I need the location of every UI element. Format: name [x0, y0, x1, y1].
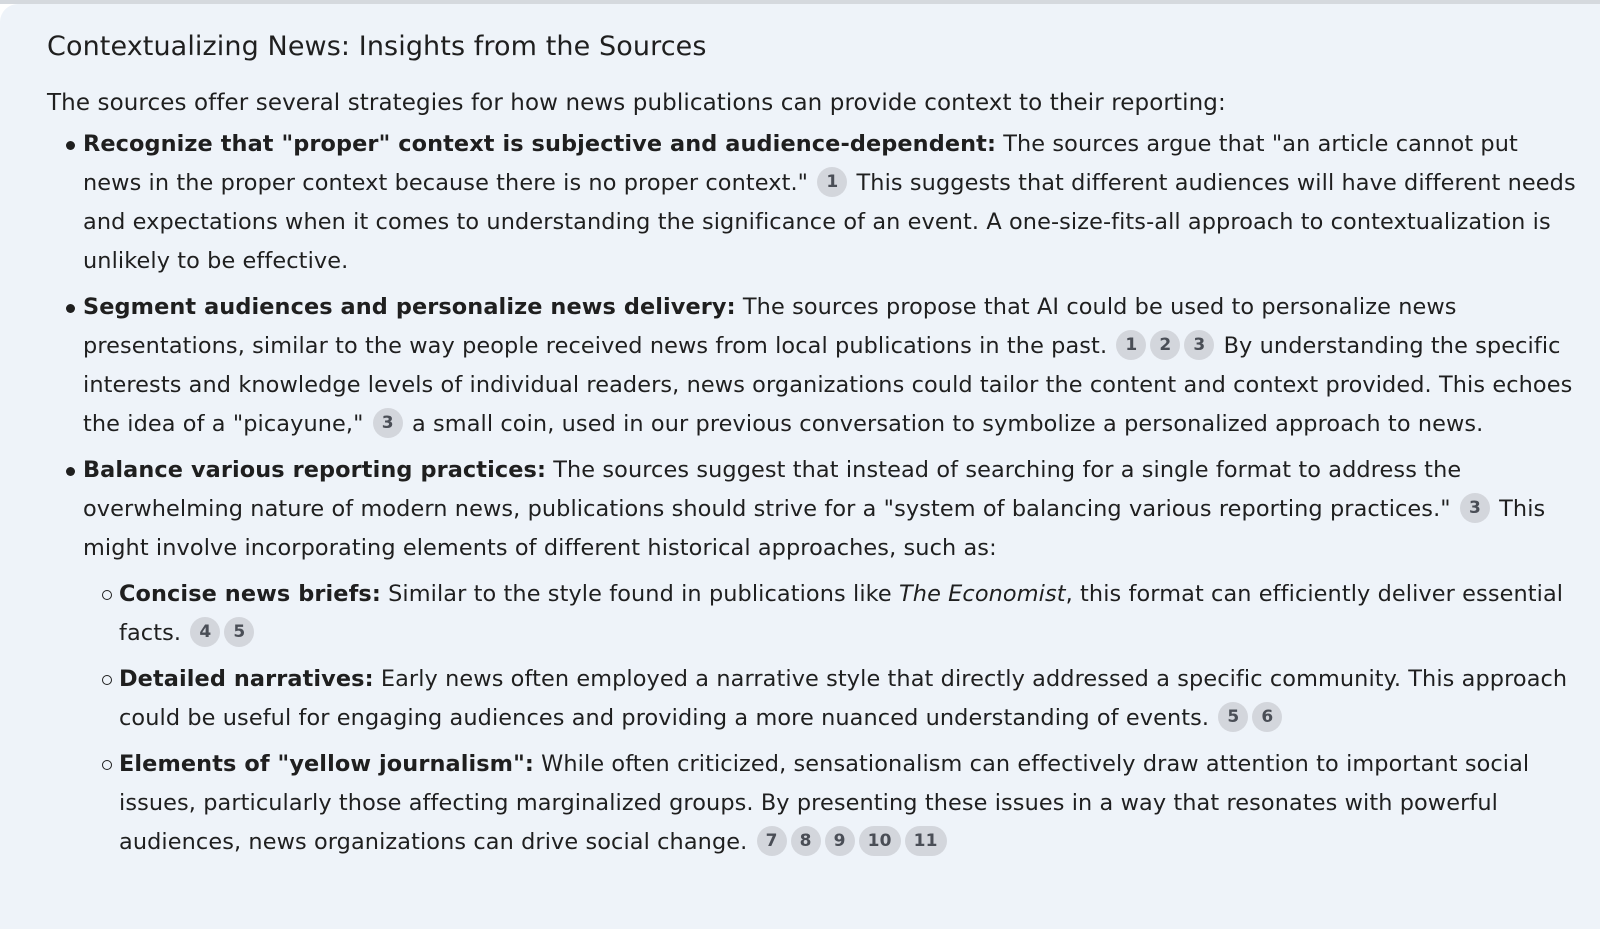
citation-chip[interactable]: 7 — [757, 826, 787, 856]
subitem-text: While often criticized, sensationalism can effectively draw attention to important social issues, particularly those affecting marginalized groups. By presenting these issues in a way that resonates with powerful audiences, news organizations can drive social change. — [119, 751, 1530, 855]
subitem-heading: Concise news briefs: — [119, 581, 381, 607]
page-title: Contextualizing News: Insights from the Sources — [47, 31, 707, 62]
citation-chip[interactable]: 8 — [791, 826, 821, 856]
citation-chip[interactable]: 3 — [1184, 330, 1214, 360]
item-text: By understanding the specific interests and knowledge levels of individual readers, news organizations could tailor the content and context provided. This echoes the idea of a "picayune," — [83, 333, 1573, 437]
subitem-text: Similar to the style found in publications like — [380, 581, 900, 607]
list-item — [83, 451, 1580, 862]
strategy-list — [47, 125, 1580, 862]
item-text: This might involve incorporating elements of different historical approaches, such as: — [83, 496, 1546, 561]
citation-chip[interactable]: 3 — [1460, 493, 1490, 523]
publication-name: The Economist — [899, 581, 1066, 607]
item-text: The sources propose that AI could be used to personalize news presentations, similar to the way people received news from local publications in the past. — [83, 294, 1457, 359]
response-panel — [0, 4, 1600, 929]
subitem-text: , this format can efficiently deliver essential facts. — [119, 581, 1564, 646]
list-item — [83, 125, 1580, 281]
item-heading: Segment audiences and personalize news delivery: — [83, 294, 736, 320]
approach-sublist — [83, 575, 1580, 862]
item-heading: Recognize that "proper" context is subjective and audience-dependent: — [83, 131, 997, 157]
sublist-item — [119, 660, 1580, 738]
citation-chip[interactable]: 11 — [905, 826, 947, 856]
item-text: This suggests that different audiences will have different needs and expectations when it comes to understanding the significance of an event. A one-size-fits-all approach to contextualization is unlikely to be effective. — [83, 170, 1576, 274]
subitem-text: Early news often employed a narrative style that directly addressed a specific community. This approach could be useful for engaging audiences and providing a more nuanced understanding of events. — [119, 666, 1568, 731]
intro-paragraph: The sources offer several strategies for how news publications can provide context to their reporting: — [47, 90, 1226, 116]
citation-chip[interactable]: 3 — [373, 408, 403, 438]
item-heading: Balance various reporting practices: — [83, 457, 547, 483]
citation-chip[interactable]: 10 — [859, 826, 901, 856]
citation-chip[interactable]: 2 — [1150, 330, 1180, 360]
item-text: The sources suggest that instead of searching for a single format to address the overwhelming nature of modern news, publications should strive for a "system of balancing various reporting practices." — [83, 457, 1462, 522]
subitem-heading: Detailed narratives: — [119, 666, 374, 692]
citation-chip[interactable]: 4 — [190, 617, 220, 647]
citation-chip[interactable]: 5 — [224, 617, 254, 647]
citation-chip[interactable]: 1 — [817, 167, 847, 197]
citation-chip[interactable]: 6 — [1252, 702, 1282, 732]
citation-chip[interactable]: 1 — [1116, 330, 1146, 360]
citation-chip[interactable]: 5 — [1218, 702, 1248, 732]
list-item — [83, 288, 1580, 444]
item-text: The sources argue that "an article cannot put news in the proper context because there is no proper context." — [83, 131, 1518, 196]
subitem-heading: Elements of "yellow journalism": — [119, 751, 534, 777]
citation-chip[interactable]: 9 — [825, 826, 855, 856]
item-text: a small coin, used in our previous conversation to symbolize a personalized approach to news. — [404, 411, 1484, 437]
sublist-item — [119, 745, 1580, 862]
sublist-item — [119, 575, 1580, 653]
